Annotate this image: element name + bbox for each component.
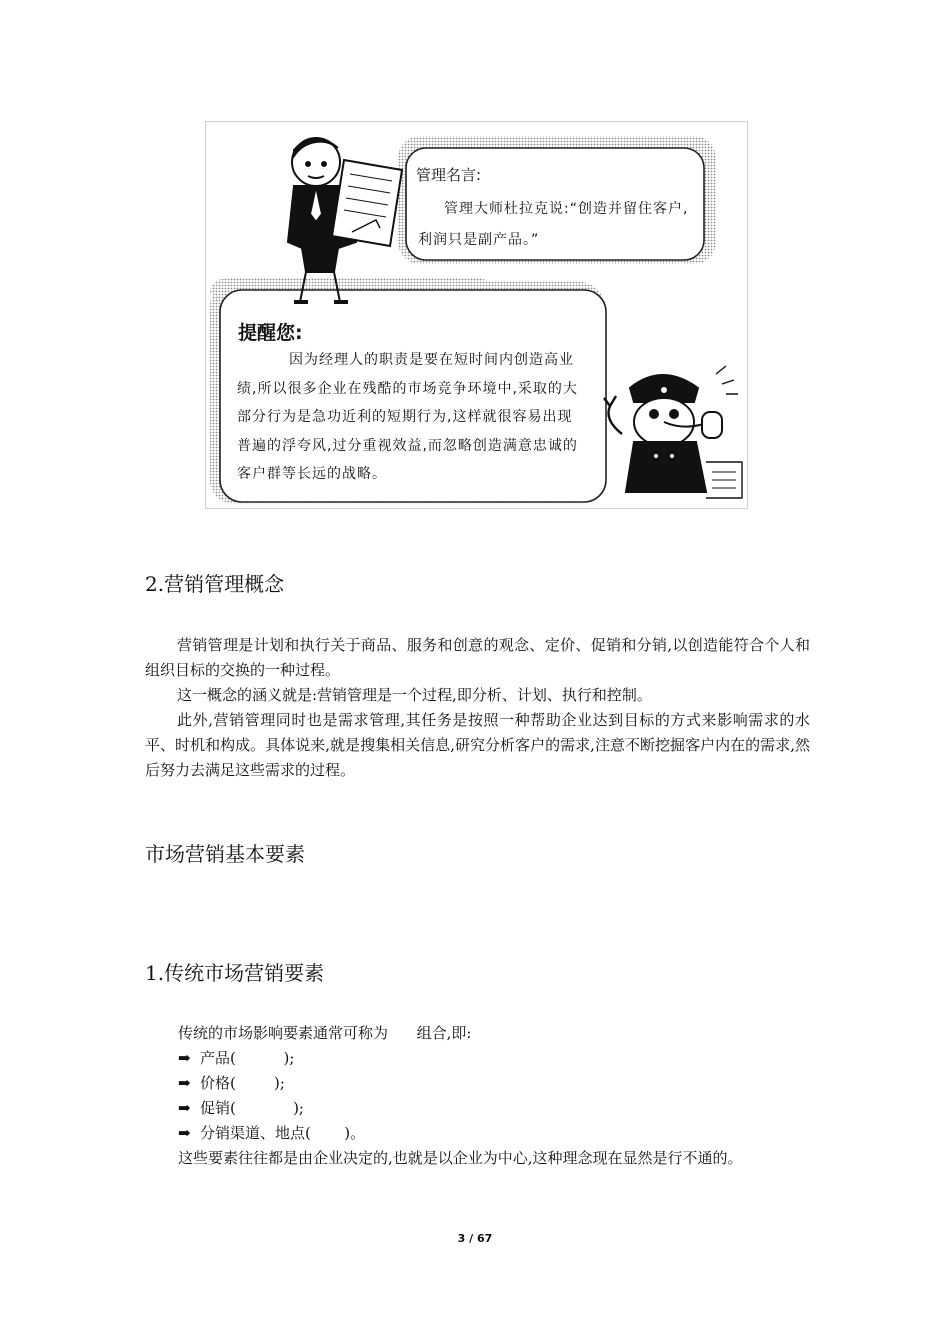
arrow-right-icon: ➡: [178, 1124, 191, 1142]
list-item: ➡ 分销渠道、地点( )。: [178, 1121, 365, 1146]
police-figure: [604, 366, 742, 498]
list-item: ➡ 产品( );: [178, 1046, 365, 1071]
bubble2-title: 提醒您:: [238, 322, 303, 344]
page-number: 3 / 67: [457, 1232, 493, 1245]
arrow-right-icon: ➡: [178, 1074, 191, 1092]
traditional-intro: 传统的市场影响要素通常可称为 组合,即:: [178, 1024, 472, 1042]
arrow-right-icon: ➡: [178, 1099, 191, 1117]
bubble2-body: 因为经理人的职责是要在短时间内创造高业绩,所以很多企业在残酷的市场竞争环境中,采取的大部分行为是急功近利的短期行为,这样就很容易出现普遍的浮夸风,过分重视效益,而忽略创造满意忠诚的客户群等长远的战略。: [237, 352, 578, 482]
list-item: ➡ 促销( );: [178, 1096, 365, 1121]
bubble1-body: 管理大师杜拉克说:“创造并留住客户,利润只是副产品。”: [418, 201, 689, 248]
paragraph-2: 这一概念的涵义就是:营销管理是一个过程,即分析、计划、执行和控制。: [177, 686, 652, 704]
heading-basic-elements: 市场营销基本要素: [145, 842, 305, 866]
paragraph-1: 营销管理是计划和执行关于商品、服务和创意的观念、定价、促销和分销,以创造能符合个人和组织目标的交换的一种过程。: [145, 636, 810, 679]
bubble1-title: 管理名言:: [416, 166, 482, 184]
traditional-closing: 这些要素往往都是由企业决定的,也就是以企业为中心,这种理念现在显然是行不通的。: [178, 1149, 743, 1167]
heading-marketing-concept: 2.营销管理概念: [145, 572, 285, 596]
list-item: ➡ 价格( );: [178, 1071, 365, 1096]
paragraph-3: 此外,营销管理同时也是需求管理,其任务是按照一种帮助企业达到目标的方式来影响需求的水平、时机和构成。具体说来,就是搜集相关信息,研究分析客户的需求,注意不断挖掘客户内在的需求,然后努力去满足这些需求的过程。: [145, 711, 810, 779]
arrow-right-icon: ➡: [178, 1049, 191, 1067]
manager-figure: [288, 138, 402, 302]
heading-traditional-elements: 1.传统市场营销要素: [145, 961, 325, 985]
cartoon-illustration: [205, 121, 748, 509]
traditional-element-list: [178, 1046, 365, 1146]
